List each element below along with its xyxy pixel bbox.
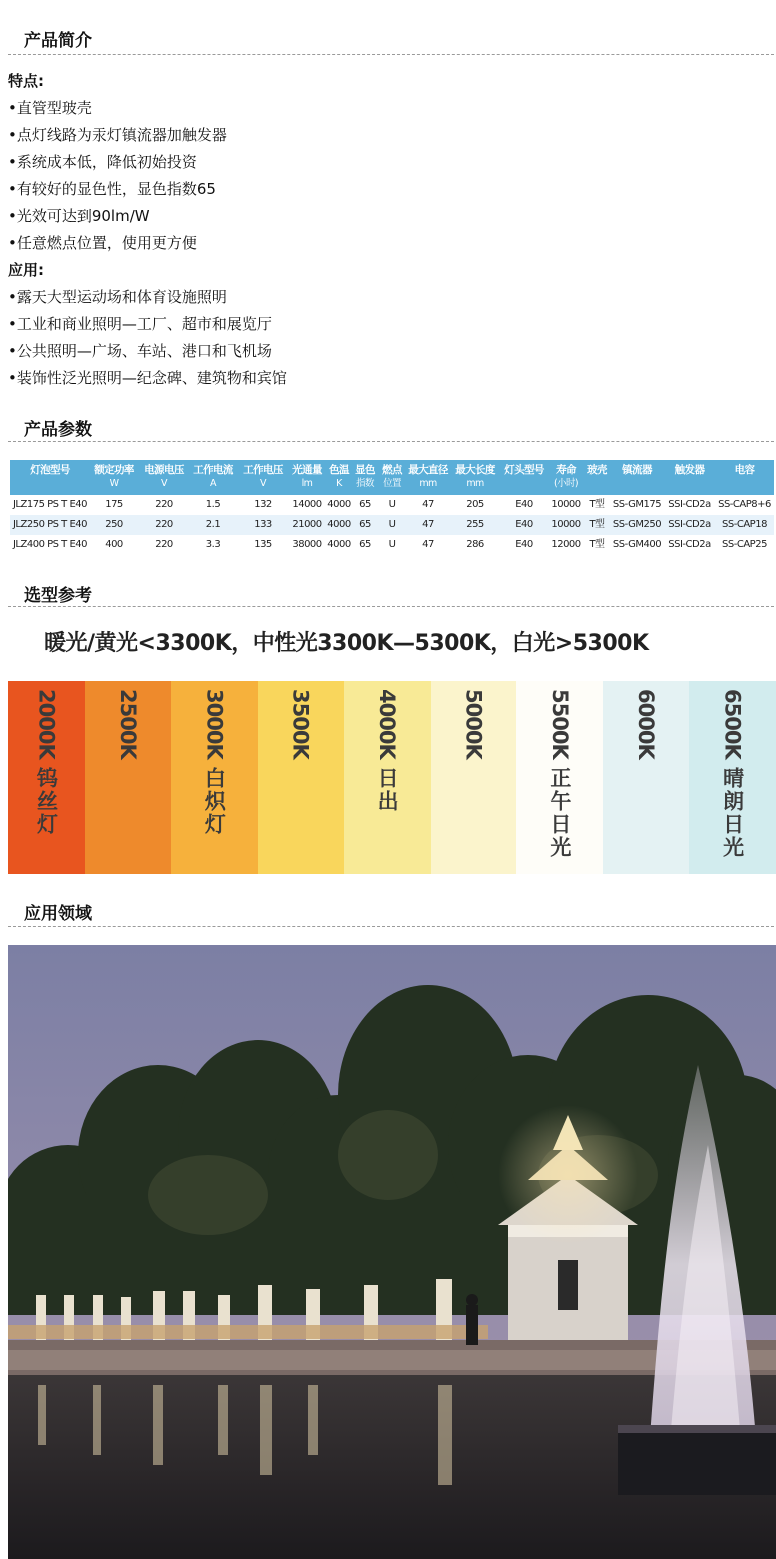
- application-item: •工业和商业照明—工厂、超市和展览厅: [8, 315, 272, 333]
- feature-item: •系统成本低，降低初始投资: [8, 153, 197, 171]
- divider: [8, 926, 774, 927]
- table-cell: 10000: [551, 519, 581, 530]
- header-label: 电容: [734, 464, 755, 476]
- table-header-cell: [326, 463, 352, 491]
- header-label: 显色: [355, 464, 375, 476]
- table-cell: 65: [359, 519, 371, 530]
- swatch-description: 晴朗日光: [720, 767, 745, 859]
- features-heading: 特点:: [8, 72, 44, 90]
- params-section-title: 产品参数: [24, 420, 92, 440]
- table-cell: 2.1: [205, 519, 221, 530]
- table-header-cell: [548, 463, 584, 491]
- header-label: 工作电压: [243, 464, 283, 476]
- color-swatch: [258, 681, 344, 874]
- swatch-description: 钨丝灯: [34, 767, 59, 836]
- table-header-cell: [288, 463, 326, 491]
- table-cell: 4000: [327, 499, 351, 510]
- header-unit: (小时): [553, 478, 578, 489]
- table-cell: 38000: [292, 539, 322, 550]
- table-cell: T型: [589, 539, 605, 550]
- header-unit: V: [161, 478, 167, 489]
- header-label: 电源电压: [144, 464, 184, 476]
- table-cell: 220: [155, 499, 173, 510]
- table-cell: SS-GM400: [612, 539, 662, 550]
- header-unit: A: [210, 478, 216, 489]
- table-header-cell: [188, 463, 238, 491]
- table-cell: SS-CAP25: [722, 539, 767, 550]
- application-photo: [8, 945, 776, 1559]
- header-unit: mm: [466, 478, 484, 489]
- application-item: •公共照明—广场、车站、港口和飞机场: [8, 342, 272, 360]
- color-swatch: [431, 681, 517, 874]
- header-label: 灯泡型号: [30, 464, 70, 476]
- table-header-cell: [610, 463, 664, 477]
- header-label: 灯头型号: [504, 464, 544, 476]
- table-cell: 250: [105, 519, 123, 530]
- table-cell: SS-GM250: [612, 519, 662, 530]
- table-header-cell: [10, 463, 90, 477]
- table-cell: U: [388, 519, 396, 530]
- color-swatch: [516, 681, 603, 874]
- header-label: 寿命: [556, 464, 576, 476]
- table-cell: 10000: [551, 499, 581, 510]
- park-fountain-night-image: [8, 945, 776, 1559]
- color-swatch: [689, 681, 776, 874]
- feature-item: •有较好的显色性，显色指数65: [8, 180, 216, 198]
- table-header-cell: [406, 463, 450, 491]
- table-cell: 12000: [551, 539, 581, 550]
- header-label: 玻壳: [587, 464, 607, 476]
- feature-item: •点灯线路为汞灯镇流器加触发器: [8, 126, 227, 144]
- feature-item: •光效可达到90lm/W: [8, 207, 150, 225]
- divider: [8, 54, 774, 55]
- header-label: 燃点: [382, 464, 402, 476]
- table-header-cell: [352, 463, 378, 491]
- table-cell: SSI-CD2a: [668, 519, 711, 530]
- swatch-description: 白炽灯: [202, 767, 227, 836]
- table-cell: SS-CAP8+6: [718, 499, 771, 510]
- table-cell: SSI-CD2a: [668, 539, 711, 550]
- header-unit: W: [109, 478, 119, 489]
- table-header-cell: [378, 463, 406, 491]
- header-label: 光通量: [292, 464, 322, 476]
- table-cell: 135: [254, 539, 272, 550]
- color-swatch: [344, 681, 431, 874]
- header-label: 工作电流: [193, 464, 233, 476]
- swatch-kelvin: 2000K: [34, 689, 59, 759]
- table-cell: T型: [589, 499, 605, 510]
- table-cell: 205: [466, 499, 484, 510]
- swatch-kelvin: 2500K: [115, 689, 140, 759]
- spec-table: [10, 460, 774, 556]
- table-cell: 4000: [327, 539, 351, 550]
- table-header-cell: [238, 463, 288, 491]
- table-cell: 65: [359, 499, 371, 510]
- applications-heading: 应用:: [8, 261, 44, 279]
- table-cell: 286: [466, 539, 484, 550]
- table-cell: 3.3: [205, 539, 221, 550]
- swatch-kelvin: 6500K: [720, 689, 745, 759]
- color-swatch: [171, 681, 258, 874]
- table-cell: E40: [515, 499, 533, 510]
- table-cell: SSI-CD2a: [668, 499, 711, 510]
- feature-item: •任意燃点位置，使用更方便: [8, 234, 197, 252]
- table-row: [10, 535, 774, 555]
- table-cell: JLZ175 PS T E40: [12, 499, 88, 510]
- table-cell: 220: [155, 539, 173, 550]
- header-label: 触发器: [674, 464, 705, 476]
- swatch-description: 日出: [375, 767, 400, 813]
- header-unit: K: [336, 478, 342, 489]
- table-cell: SS-GM175: [612, 499, 662, 510]
- application-item: •装饰性泛光照明—纪念碑、建筑物和宾馆: [8, 369, 287, 387]
- table-row: [10, 495, 774, 515]
- color-swatch: [603, 681, 689, 874]
- application-item: •露天大型运动场和体育设施照明: [8, 288, 227, 306]
- spec-table-header: [10, 460, 774, 495]
- table-row: [10, 515, 774, 535]
- table-cell: E40: [515, 519, 533, 530]
- table-cell: 21000: [292, 519, 322, 530]
- table-cell: JLZ400 PS T E40: [12, 539, 88, 550]
- app-section-title: 应用领域: [24, 904, 92, 924]
- table-header-cell: [584, 463, 610, 477]
- swatch-kelvin: 5000K: [461, 689, 486, 759]
- feature-item: •直管型玻壳: [8, 99, 92, 117]
- swatch-kelvin: 3500K: [288, 689, 313, 759]
- header-label: 色温: [329, 464, 349, 476]
- divider: [8, 606, 774, 607]
- table-cell: 132: [254, 499, 272, 510]
- header-unit: lm: [301, 478, 313, 489]
- header-label: 额定功率: [94, 464, 134, 476]
- header-label: 最大直径: [408, 464, 448, 476]
- table-cell: 400: [105, 539, 123, 550]
- swatch-kelvin: 4000K: [375, 689, 400, 759]
- header-label: 镇流器: [622, 464, 652, 476]
- header-label: 最大长度: [455, 464, 495, 476]
- table-header-cell: [664, 463, 715, 477]
- table-cell: E40: [515, 539, 533, 550]
- table-cell: T型: [589, 519, 605, 530]
- swatch-kelvin: 5500K: [547, 689, 572, 759]
- table-cell: 65: [359, 539, 371, 550]
- color-temperature-summary: 暖光/黄光<3300K，中性光3300K—5300K，白光>5300K: [44, 631, 649, 656]
- swatch-description: 正午日光: [547, 767, 572, 859]
- table-cell: 175: [105, 499, 123, 510]
- table-header-cell: [140, 463, 188, 491]
- swatch-kelvin: 3000K: [202, 689, 227, 759]
- table-cell: 47: [422, 499, 434, 510]
- color-temperature-strip: [8, 681, 776, 874]
- intro-content: [8, 68, 768, 392]
- color-swatch: [85, 681, 171, 874]
- table-cell: 133: [254, 519, 272, 530]
- table-cell: 47: [422, 539, 434, 550]
- select-section-title: 选型参考: [24, 586, 92, 606]
- table-header-cell: [90, 463, 138, 491]
- table-cell: 14000: [292, 499, 322, 510]
- table-cell: 47: [422, 519, 434, 530]
- table-cell: 220: [155, 519, 173, 530]
- intro-section-title: 产品简介: [24, 31, 92, 51]
- table-cell: SS-CAP18: [722, 519, 767, 530]
- table-cell: JLZ250 PS T E40: [12, 519, 88, 530]
- table-header-cell: [715, 463, 774, 477]
- table-cell: U: [388, 499, 396, 510]
- color-swatch: [8, 681, 85, 874]
- header-unit: V: [260, 478, 266, 489]
- swatch-kelvin: 6000K: [634, 689, 659, 759]
- header-unit: 位置: [383, 478, 401, 489]
- table-cell: 255: [466, 519, 484, 530]
- table-header-cell: [500, 463, 548, 477]
- table-cell: 1.5: [205, 499, 221, 510]
- table-cell: U: [388, 539, 396, 550]
- table-header-cell: [450, 463, 500, 491]
- divider: [8, 441, 774, 442]
- header-unit: mm: [419, 478, 437, 489]
- table-cell: 4000: [327, 519, 351, 530]
- header-unit: 指数: [356, 478, 374, 489]
